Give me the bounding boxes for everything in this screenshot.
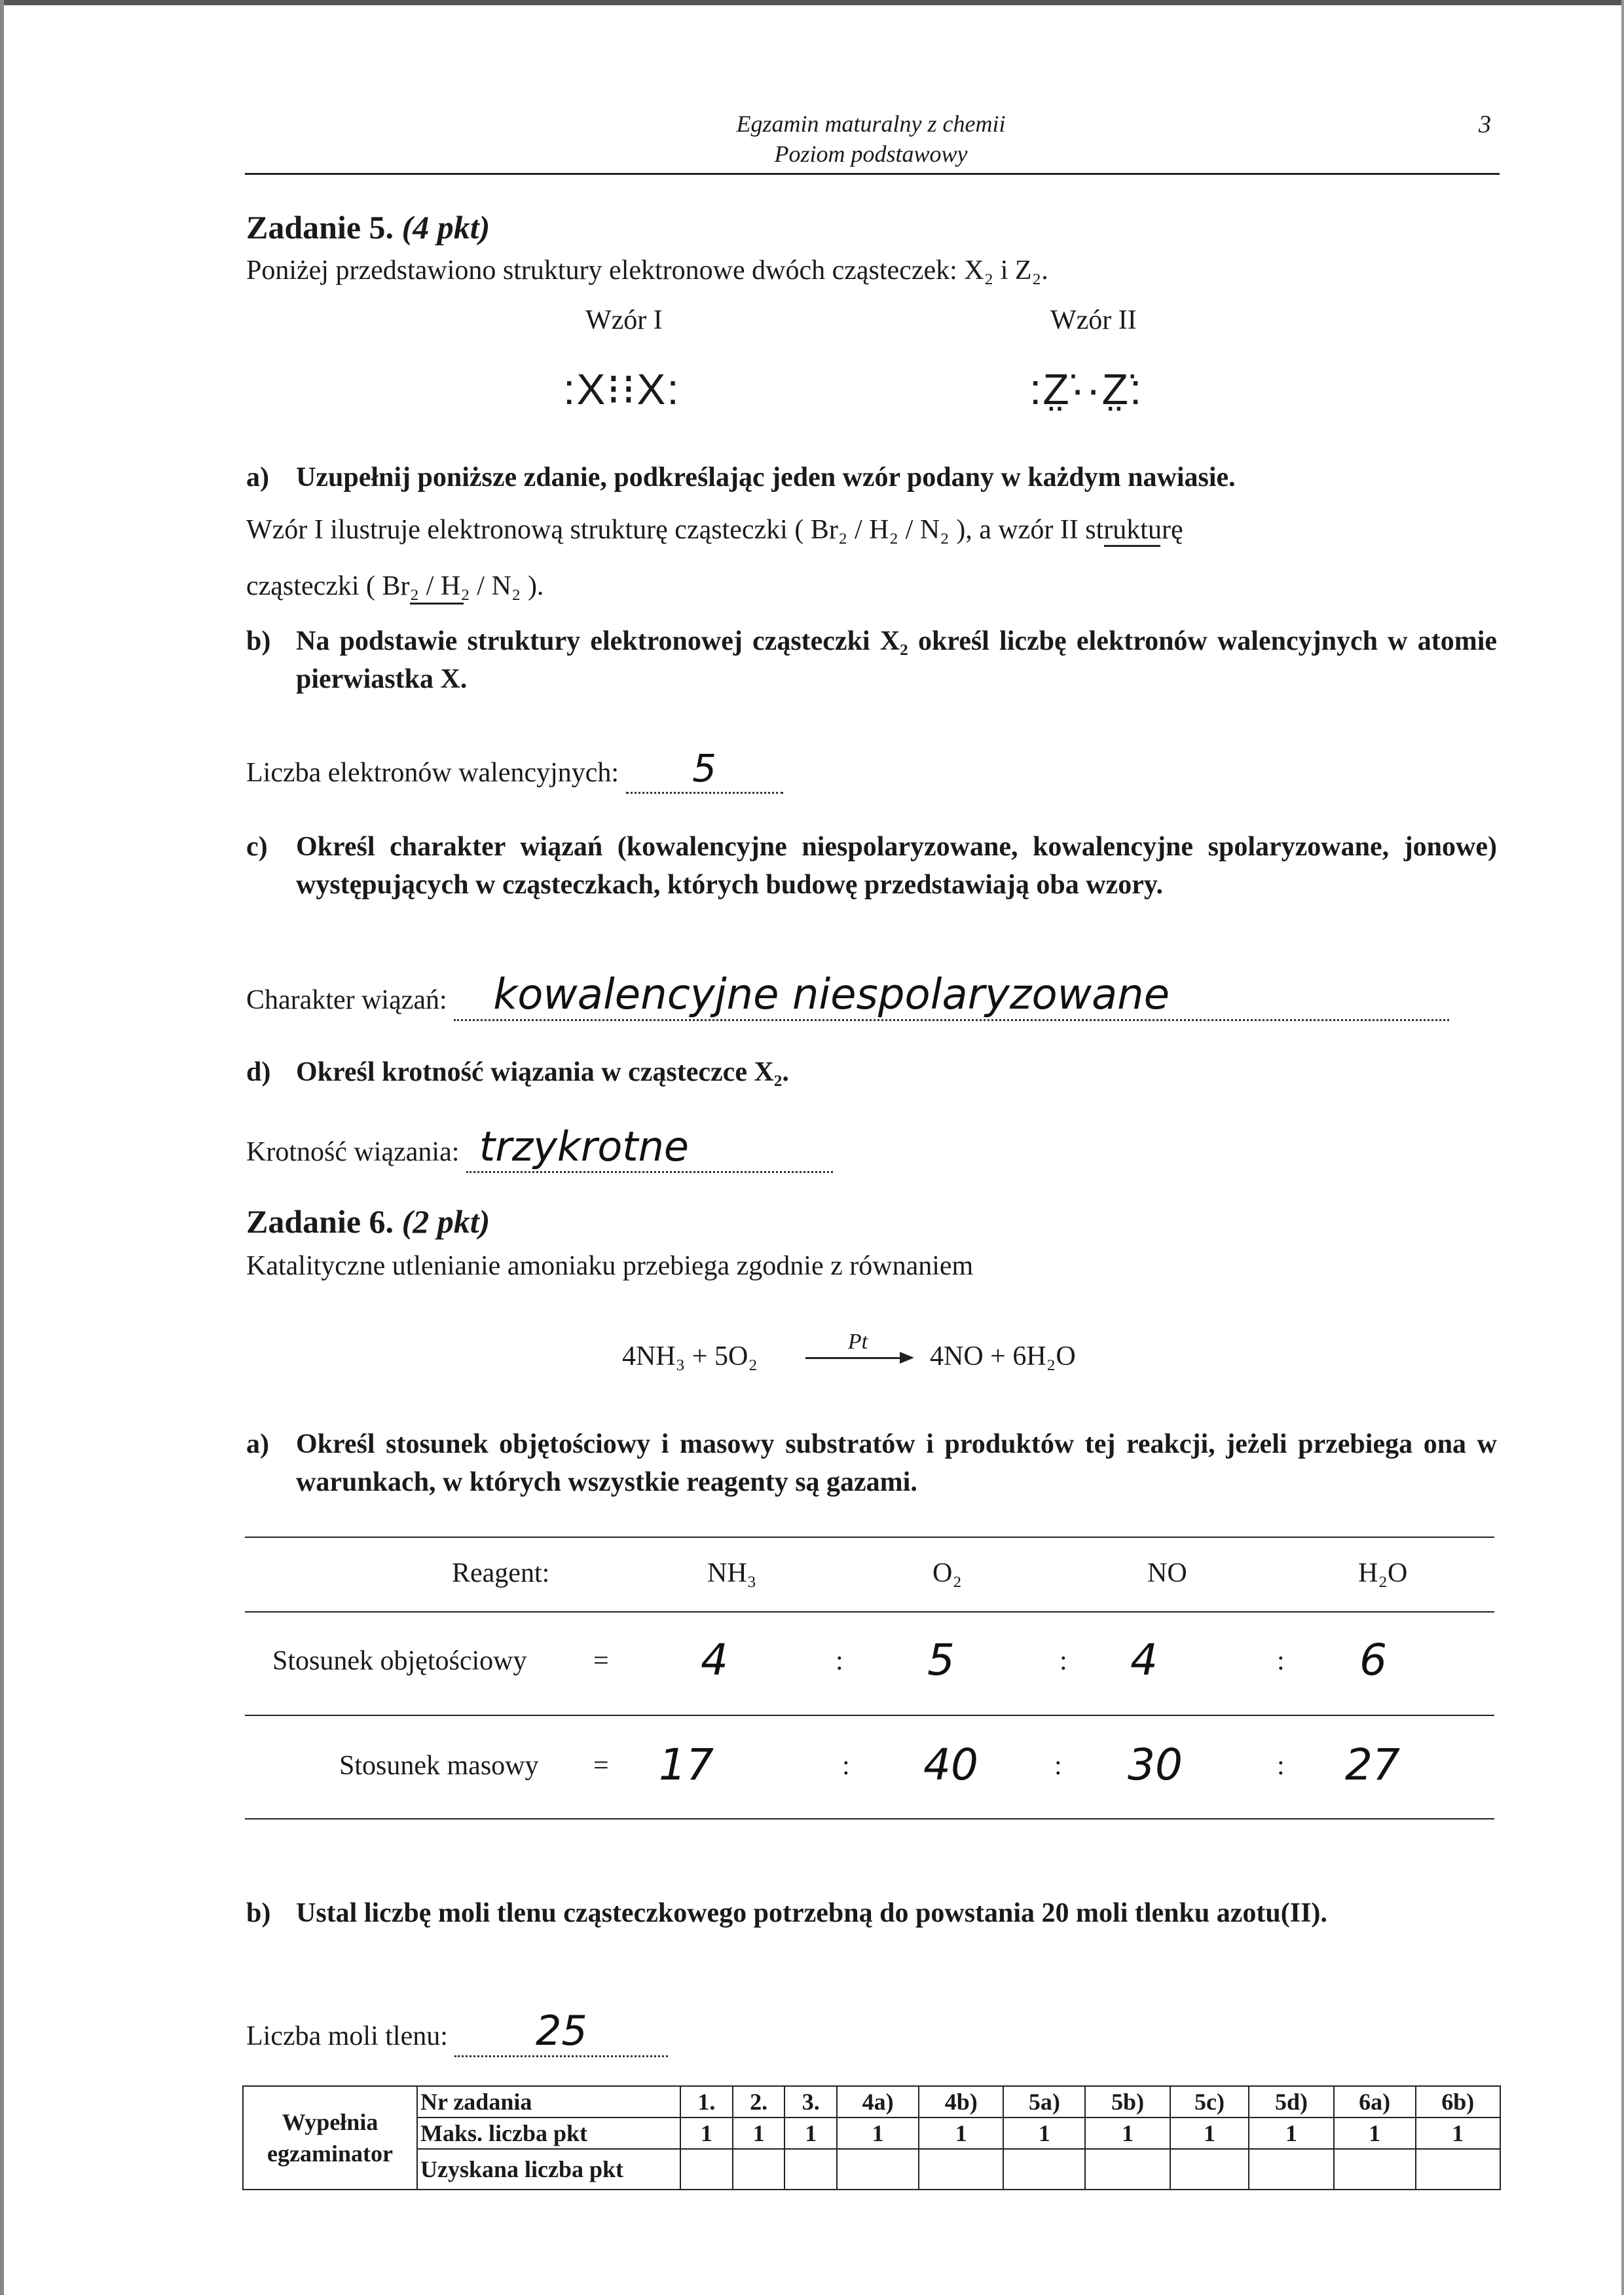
ratio-table-rule-top bbox=[245, 1537, 1494, 1538]
task5c-answer-line: Charakter wiązań: kowalencyjne niespolaryzowane bbox=[246, 976, 1449, 1021]
task-col: 6b) bbox=[1416, 2086, 1500, 2118]
grading-row-tasks bbox=[243, 2086, 1500, 2118]
arrow-head-icon bbox=[900, 1352, 914, 1364]
ratio-table-rule-bottom bbox=[245, 1818, 1494, 1819]
volume-colon-3: : bbox=[1277, 1646, 1285, 1676]
mass-ratio-row bbox=[0, 1740, 1624, 1796]
lewis-structure-x2: :X⁝⁝X: bbox=[563, 365, 680, 413]
obtained-points-cell[interactable] bbox=[919, 2149, 1003, 2190]
answer-valence-electrons: 5 bbox=[692, 746, 717, 791]
task5a-question: a) Uzupełnij poniższe zdanie, podkreślając jeden wzór podany w każdym nawiasie. bbox=[246, 462, 1236, 493]
volume-o2: 5 bbox=[927, 1635, 955, 1685]
mass-colon-1: : bbox=[842, 1751, 850, 1781]
task-col: 2. bbox=[733, 2086, 785, 2118]
reagent-no: NO bbox=[1147, 1558, 1187, 1588]
obtained-points-cell[interactable] bbox=[1249, 2149, 1333, 2190]
reagent-label: Reagent: bbox=[452, 1558, 550, 1588]
examiner-label: Wypełnia egzaminator bbox=[243, 2086, 417, 2190]
task5-points: (4 pkt) bbox=[401, 209, 490, 246]
task5c-question: c) Określ charakter wiązań (kowalencyjne niespolaryzowane, kowalencyjne spolaryzowane, jonowe) występujących w cząsteczkach, których budowę przedstawiają oba wzory. bbox=[246, 832, 1497, 900]
task5d-answer-line: Krotność wiązania: trzykrotne bbox=[246, 1128, 833, 1173]
mass-h2o: 27 bbox=[1345, 1740, 1400, 1790]
volume-nh3: 4 bbox=[701, 1635, 728, 1685]
max-points-cell: 1 bbox=[1249, 2118, 1333, 2149]
grading-row-obtained-points bbox=[243, 2149, 1500, 2190]
volume-ratio-label: Stosunek objętościowy bbox=[272, 1646, 527, 1676]
grading-table bbox=[242, 2085, 1501, 2190]
task-col: 5b) bbox=[1085, 2086, 1170, 2118]
mass-equals: = bbox=[593, 1751, 609, 1781]
lewis-structure-z2: :Z̤̈··Z̤̈: bbox=[1029, 365, 1143, 413]
underline-n2 bbox=[1104, 545, 1160, 547]
task6-title: Zadanie 6. (2 pkt) bbox=[246, 1203, 490, 1240]
task5d-question: d) Określ krotność wiązania w cząsteczce X₂. bbox=[246, 1057, 789, 1087]
task5a-sentence-line1: Wzór I ilustruje elektronową strukturę cząsteczki ( Br₂ / H₂ / N₂ ), a wzór II strukturę bbox=[246, 515, 1183, 545]
task5a-sentence-line2: cząsteczki ( Br₂ / H₂ / N₂ ). bbox=[246, 571, 544, 601]
scan-left-edge bbox=[0, 0, 4, 2295]
task-col: 5c) bbox=[1170, 2086, 1249, 2118]
obtained-points-cell[interactable] bbox=[784, 2149, 837, 2190]
max-points-cell: 1 bbox=[1170, 2118, 1249, 2149]
task-col: 3. bbox=[784, 2086, 837, 2118]
header-exam-title: Egzamin maturalny z chemii bbox=[736, 111, 1006, 137]
header-rule bbox=[245, 173, 1500, 175]
mass-no: 30 bbox=[1128, 1740, 1183, 1790]
max-points-cell: 1 bbox=[1334, 2118, 1416, 2149]
obtained-points-cell[interactable] bbox=[1334, 2149, 1416, 2190]
reagent-nh3: NH₃ bbox=[707, 1558, 757, 1588]
max-points-cell: 1 bbox=[837, 2118, 919, 2149]
volume-colon-2: : bbox=[1060, 1646, 1067, 1676]
underline-br2 bbox=[410, 603, 464, 605]
max-points-cell: 1 bbox=[680, 2118, 733, 2149]
task6-points: (2 pkt) bbox=[401, 1203, 490, 1240]
equation-catalyst: Pt bbox=[847, 1330, 868, 1354]
max-points-cell: 1 bbox=[733, 2118, 785, 2149]
task5-title: Zadanie 5. (4 pkt) bbox=[246, 209, 490, 246]
max-points-cell: 1 bbox=[1416, 2118, 1500, 2149]
formula2-label: Wzór II bbox=[1050, 305, 1137, 335]
task6a-question: a) Określ stosunek objętościowy i masowy substratów i produktów tej reakcji, jeżeli przebiega ona w warunkach, w których wszystkie reagenty są gazami. bbox=[246, 1429, 1497, 1497]
task6-intro: Katalityczne utlenianie amoniaku przebiega zgodnie z równaniem bbox=[246, 1251, 974, 1281]
row-label-task-number: Nr zadania bbox=[417, 2086, 680, 2118]
task6b-question: b) Ustal liczbę moli tlenu cząsteczkowego potrzebną do powstania 20 moli tlenku azotu(II). bbox=[246, 1898, 1327, 1928]
max-points-cell: 1 bbox=[784, 2118, 837, 2149]
obtained-points-cell[interactable] bbox=[1085, 2149, 1170, 2190]
volume-ratio-row bbox=[0, 1635, 1624, 1691]
reagent-h2o: H₂O bbox=[1358, 1558, 1408, 1588]
obtained-points-cell[interactable] bbox=[733, 2149, 785, 2190]
ratio-table-rule-1 bbox=[245, 1611, 1494, 1613]
equation-left: 4NH₃ + 5O₂ bbox=[622, 1341, 758, 1371]
mass-ratio-label: Stosunek masowy bbox=[339, 1751, 539, 1781]
task-col: 5a) bbox=[1003, 2086, 1085, 2118]
task-col: 5d) bbox=[1249, 2086, 1333, 2118]
task-col: 1. bbox=[680, 2086, 733, 2118]
row-label-max-points: Maks. liczba pkt bbox=[417, 2118, 680, 2149]
header-level: Poziom podstawowy bbox=[774, 141, 968, 167]
obtained-points-cell[interactable] bbox=[680, 2149, 733, 2190]
scan-top-edge bbox=[0, 0, 1624, 5]
mass-nh3: 17 bbox=[659, 1740, 714, 1790]
task6b-answer-line: Liczba moli tlenu: 25 bbox=[246, 2012, 668, 2057]
reaction-arrow bbox=[805, 1357, 904, 1359]
volume-no: 4 bbox=[1130, 1635, 1158, 1685]
mass-colon-3: : bbox=[1277, 1751, 1285, 1781]
max-points-cell: 1 bbox=[1003, 2118, 1085, 2149]
formula1-label: Wzór I bbox=[585, 305, 663, 335]
grading-row-max-points bbox=[243, 2118, 1500, 2149]
task-col: 4b) bbox=[919, 2086, 1003, 2118]
max-points-cell: 1 bbox=[1085, 2118, 1170, 2149]
reagent-o2: O₂ bbox=[932, 1558, 962, 1588]
mass-colon-2: : bbox=[1054, 1751, 1062, 1781]
equation-right: 4NO + 6H₂O bbox=[930, 1341, 1076, 1371]
task5-intro: Poniżej przedstawiono struktury elektronowe dwóch cząsteczek: X₂ i Z₂. bbox=[246, 255, 1048, 286]
obtained-points-cell[interactable] bbox=[837, 2149, 919, 2190]
obtained-points-cell[interactable] bbox=[1003, 2149, 1085, 2190]
answer-oxygen-moles: 25 bbox=[535, 2007, 587, 2055]
mass-o2: 40 bbox=[923, 1740, 978, 1790]
task5b-question: b) Na podstawie struktury elektronowej cząsteczki X₂ określ liczbę elektronów walencyjnych w atomie pierwiastka X. bbox=[246, 626, 1497, 694]
page-number: 3 bbox=[1479, 111, 1491, 138]
answer-bond-character: kowalencyjne niespolaryzowane bbox=[493, 971, 1170, 1019]
task-col: 6a) bbox=[1334, 2086, 1416, 2118]
row-label-obtained-points: Uzyskana liczba pkt bbox=[417, 2149, 680, 2190]
volume-equals: = bbox=[593, 1646, 609, 1676]
ratio-header-row bbox=[0, 1558, 1624, 1597]
task5b-answer-line: Liczba elektronów walencyjnych: 5 bbox=[246, 749, 783, 794]
answer-bond-multiplicity: trzykrotne bbox=[479, 1123, 690, 1170]
obtained-points-cell[interactable] bbox=[1170, 2149, 1249, 2190]
max-points-cell: 1 bbox=[919, 2118, 1003, 2149]
volume-h2o: 6 bbox=[1359, 1635, 1387, 1685]
task-col: 4a) bbox=[837, 2086, 919, 2118]
scan-right-edge bbox=[1621, 0, 1624, 2295]
obtained-points-cell[interactable] bbox=[1416, 2149, 1500, 2190]
volume-colon-1: : bbox=[836, 1646, 843, 1676]
ratio-table-rule-2 bbox=[245, 1715, 1494, 1716]
